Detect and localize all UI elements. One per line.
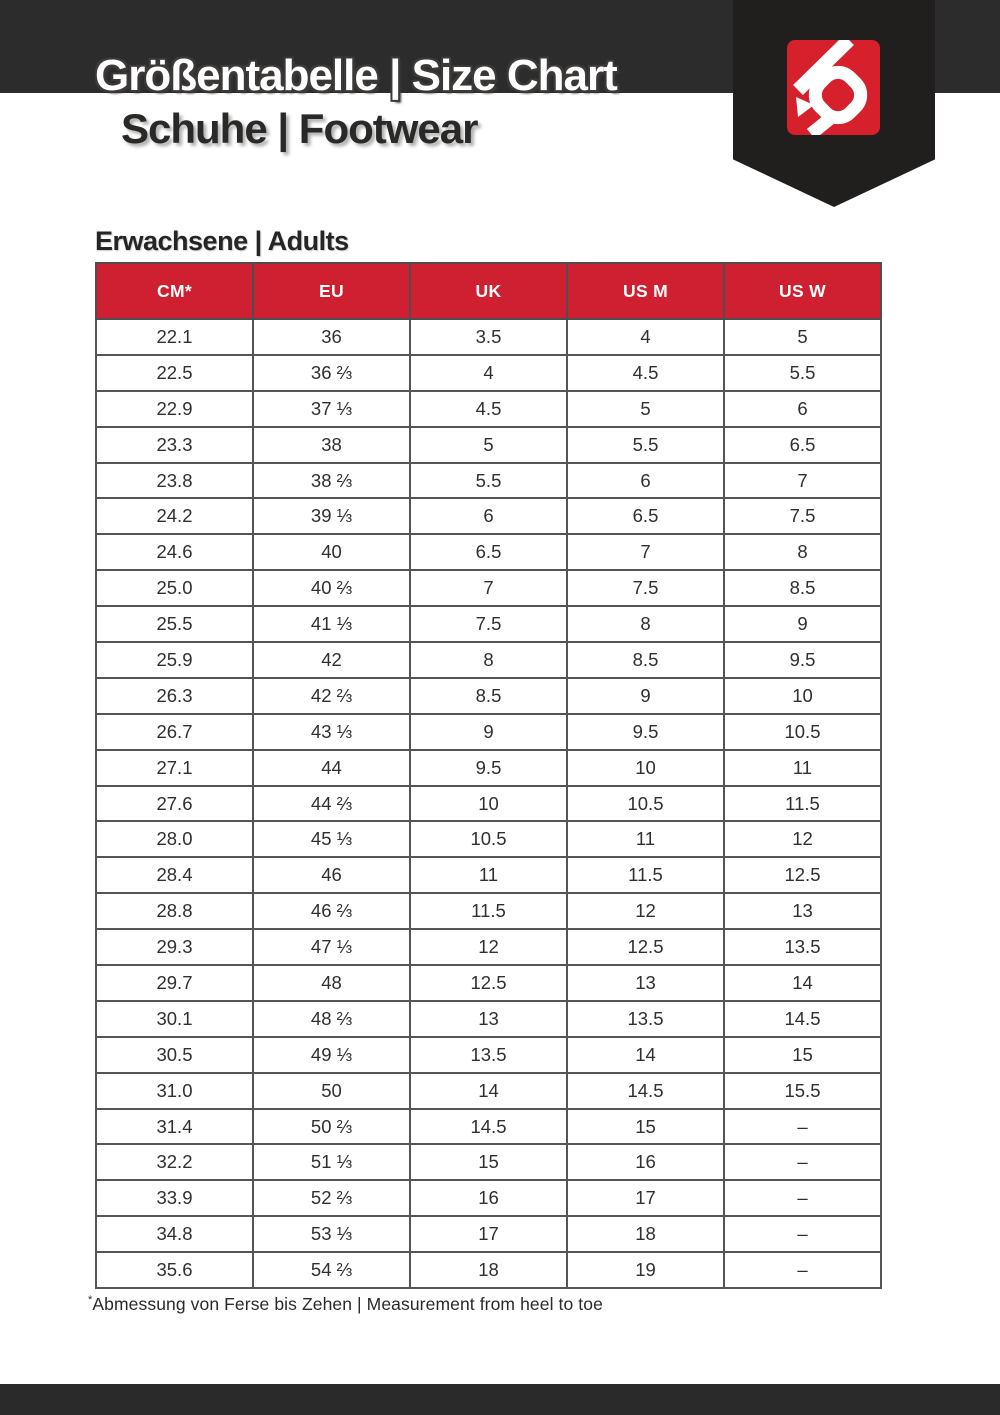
table-cell: 8 [567,606,724,642]
table-row [96,1216,881,1252]
table-cell: 11 [410,857,567,893]
table-cell: 4.5 [410,391,567,427]
table-cell: 13 [410,1001,567,1037]
table-cell: 8.5 [724,570,881,606]
table-cell: 5 [410,427,567,463]
table-row [96,1073,881,1109]
table-cell: 7.5 [724,498,881,534]
table-cell: – [724,1252,881,1288]
size-table-container [95,262,882,1289]
table-cell: 6.5 [724,427,881,463]
table-cell: 7.5 [410,606,567,642]
table-cell: 15.5 [724,1073,881,1109]
table-cell: 46 ⅔ [253,893,410,929]
table-row [96,1144,881,1180]
table-cell: 36 ⅔ [253,355,410,391]
table-cell: 48 ⅔ [253,1001,410,1037]
table-cell: – [724,1109,881,1145]
table-cell: 52 ⅔ [253,1180,410,1216]
five-ten-logo [787,40,880,135]
table-cell: 23.3 [96,427,253,463]
table-cell: 50 ⅔ [253,1109,410,1145]
table-cell: 38 [253,427,410,463]
column-header-uk: UK [410,263,567,319]
table-cell: 26.3 [96,678,253,714]
footnote-text: Abmessung von Ferse bis Zehen | Measurement from heel to toe [92,1294,603,1314]
table-cell: – [724,1216,881,1252]
table-row [96,929,881,965]
table-cell: 12.5 [724,857,881,893]
header-row [96,263,881,319]
table-cell: 13.5 [567,1001,724,1037]
table-cell: 47 ⅓ [253,929,410,965]
table-cell: 32.2 [96,1144,253,1180]
table-cell: 36 [253,319,410,355]
table-cell: 10 [410,786,567,822]
table-cell: 6.5 [410,534,567,570]
brand-pennant [733,0,935,207]
table-cell: 31.4 [96,1109,253,1145]
table-row [96,534,881,570]
table-cell: 38 ⅔ [253,463,410,499]
table-cell: 22.5 [96,355,253,391]
table-cell: 6 [410,498,567,534]
table-cell: 14.5 [410,1109,567,1145]
table-cell: 5.5 [567,427,724,463]
table-row [96,427,881,463]
table-cell: 22.9 [96,391,253,427]
table-row [96,319,881,355]
table-cell: 31.0 [96,1073,253,1109]
table-cell: 40 ⅔ [253,570,410,606]
table-cell: 44 ⅔ [253,786,410,822]
table-cell: 17 [410,1216,567,1252]
table-cell: 50 [253,1073,410,1109]
table-cell: 37 ⅓ [253,391,410,427]
table-cell: 11 [567,821,724,857]
table-cell: 5.5 [410,463,567,499]
table-cell: 15 [724,1037,881,1073]
column-header-us-m: US M [567,263,724,319]
table-row [96,642,881,678]
table-row [96,498,881,534]
table-cell: 5 [567,391,724,427]
table-cell: 30.5 [96,1037,253,1073]
table-cell: 19 [567,1252,724,1288]
table-cell: 39 ⅓ [253,498,410,534]
table-cell: 18 [410,1252,567,1288]
table-cell: 11 [724,750,881,786]
table-cell: 5.5 [724,355,881,391]
table-cell: 33.9 [96,1180,253,1216]
table-row [96,570,881,606]
table-cell: 48 [253,965,410,1001]
size-table-body [96,319,881,1288]
table-cell: 13.5 [724,929,881,965]
table-cell: 45 ⅓ [253,821,410,857]
table-cell: 8.5 [410,678,567,714]
table-row [96,1109,881,1145]
table-cell: 9 [724,606,881,642]
table-row [96,714,881,750]
table-cell: 6.5 [567,498,724,534]
table-cell: 35.6 [96,1252,253,1288]
table-cell: 14.5 [724,1001,881,1037]
table-row [96,463,881,499]
table-cell: 8 [410,642,567,678]
table-cell: 12.5 [567,929,724,965]
table-cell: 12 [410,929,567,965]
table-cell: 6 [567,463,724,499]
table-cell: 16 [410,1180,567,1216]
size-table [95,262,882,1289]
table-cell: 4.5 [567,355,724,391]
table-cell: 24.6 [96,534,253,570]
table-cell: 9.5 [724,642,881,678]
table-cell: 9.5 [410,750,567,786]
measurement-footnote [88,1294,603,1315]
table-cell: 28.0 [96,821,253,857]
table-cell: 11.5 [410,893,567,929]
table-cell: 7.5 [567,570,724,606]
table-cell: 11.5 [567,857,724,893]
table-cell: 12.5 [410,965,567,1001]
table-row [96,857,881,893]
table-cell: 40 [253,534,410,570]
table-row [96,606,881,642]
table-cell: 10 [724,678,881,714]
table-cell: 15 [410,1144,567,1180]
table-cell: 30.1 [96,1001,253,1037]
table-cell: 25.5 [96,606,253,642]
table-row [96,1252,881,1288]
table-cell: – [724,1180,881,1216]
table-cell: 27.6 [96,786,253,822]
table-cell: 54 ⅔ [253,1252,410,1288]
table-cell: 14 [567,1037,724,1073]
table-cell: 43 ⅓ [253,714,410,750]
table-cell: 42 [253,642,410,678]
column-header-eu: EU [253,263,410,319]
table-cell: 4 [410,355,567,391]
table-cell: 7 [567,534,724,570]
table-cell: 13 [724,893,881,929]
table-cell: 46 [253,857,410,893]
table-cell: 23.8 [96,463,253,499]
table-cell: 13 [567,965,724,1001]
footnote-marker: * [88,1294,93,1307]
table-row [96,355,881,391]
table-cell: 8 [724,534,881,570]
table-cell: 49 ⅓ [253,1037,410,1073]
table-cell: 28.8 [96,893,253,929]
table-cell: 13.5 [410,1037,567,1073]
table-row [96,750,881,786]
table-cell: 10 [567,750,724,786]
table-cell: 44 [253,750,410,786]
table-cell: 10.5 [567,786,724,822]
table-cell: 24.2 [96,498,253,534]
size-table-header [96,263,881,319]
table-cell: 7 [410,570,567,606]
column-header-us-w: US W [724,263,881,319]
table-row [96,786,881,822]
page-title: Größentabelle | Size Chart [95,51,617,100]
table-cell: 26.7 [96,714,253,750]
table-cell: 9.5 [567,714,724,750]
table-cell: 18 [567,1216,724,1252]
table-cell: 29.3 [96,929,253,965]
table-cell: 41 ⅓ [253,606,410,642]
five-ten-logo-icon [787,40,880,135]
column-header-cm: CM* [96,263,253,319]
bottom-footer-bar [0,1384,1000,1415]
table-row [96,391,881,427]
table-cell: 14.5 [567,1073,724,1109]
table-row [96,821,881,857]
table-cell: 34.8 [96,1216,253,1252]
table-cell: 25.0 [96,570,253,606]
table-cell: 15 [567,1109,724,1145]
table-cell: 27.1 [96,750,253,786]
table-cell: 10.5 [410,821,567,857]
table-cell: – [724,1144,881,1180]
table-cell: 17 [567,1180,724,1216]
table-cell: 28.4 [96,857,253,893]
table-cell: 14 [410,1073,567,1109]
table-cell: 14 [724,965,881,1001]
table-cell: 12 [724,821,881,857]
table-cell: 7 [724,463,881,499]
table-cell: 29.7 [96,965,253,1001]
table-row [96,678,881,714]
table-cell: 10.5 [724,714,881,750]
table-row [96,1180,881,1216]
table-cell: 42 ⅔ [253,678,410,714]
table-cell: 12 [567,893,724,929]
table-cell: 3.5 [410,319,567,355]
page-subtitle: Schuhe | Footwear [121,105,478,152]
table-cell: 25.9 [96,642,253,678]
table-row [96,1001,881,1037]
table-cell: 53 ⅓ [253,1216,410,1252]
table-cell: 8.5 [567,642,724,678]
table-row [96,1037,881,1073]
table-cell: 9 [410,714,567,750]
table-row [96,893,881,929]
table-cell: 11.5 [724,786,881,822]
table-cell: 16 [567,1144,724,1180]
section-heading-adults: Erwachsene | Adults [95,226,349,256]
table-cell: 4 [567,319,724,355]
table-cell: 9 [567,678,724,714]
table-cell: 6 [724,391,881,427]
table-cell: 22.1 [96,319,253,355]
table-cell: 51 ⅓ [253,1144,410,1180]
table-row [96,965,881,1001]
table-cell: 5 [724,319,881,355]
